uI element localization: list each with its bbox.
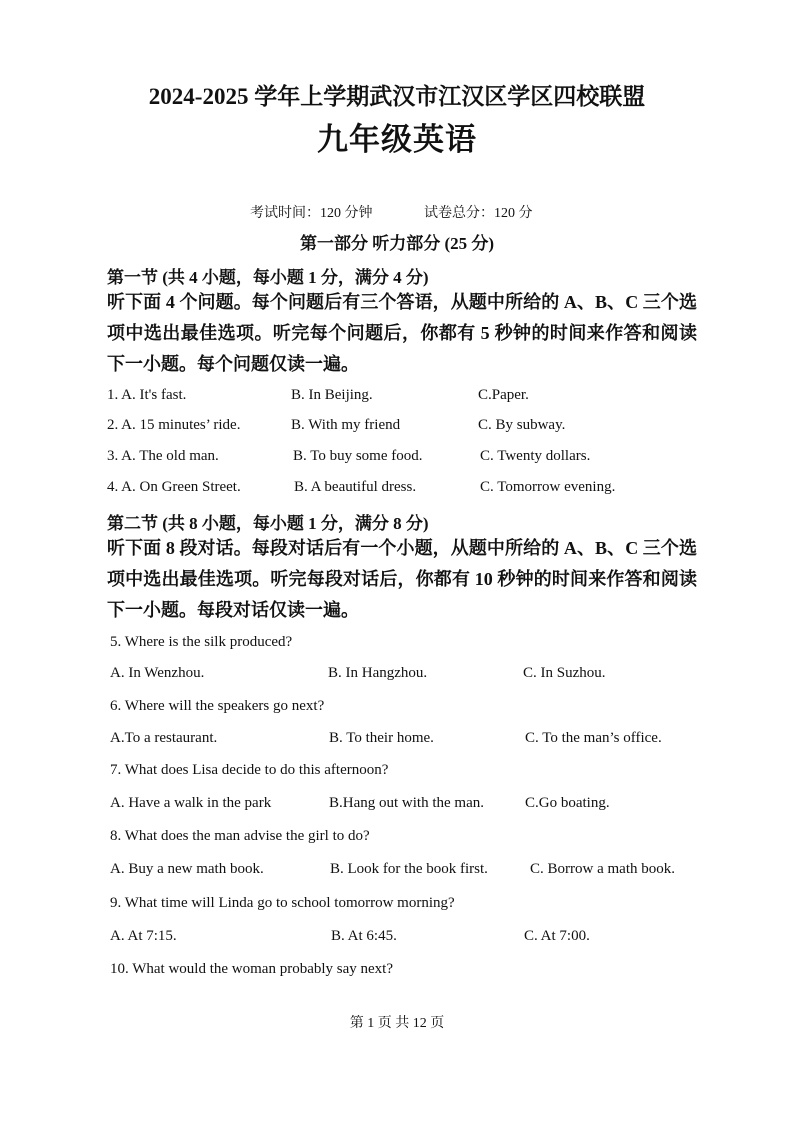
page-number: 第 1 页 共 12 页: [349, 1016, 445, 1031]
option-a: A. In Wenzhou.: [110, 665, 205, 681]
section2-heading: 第二节 (共 8 小题，每小题 1 分，满分 8 分): [107, 514, 429, 533]
option-c: C. At 7:00.: [524, 928, 590, 944]
exam-title: 2024-2025 学年上学期武汉市江汉区学区四校联盟: [148, 84, 646, 109]
question-7: 7. What does Lisa decide to do this afternoon?: [110, 762, 389, 778]
option-c: C. To the man’s office.: [525, 730, 662, 746]
option-b: B. Look for the book first.: [330, 861, 488, 877]
option-a: A. At 7:15.: [110, 928, 177, 944]
option-c: C. Borrow a math book.: [530, 861, 675, 877]
options-6: [110, 730, 710, 752]
question-9: 9. What time will Linda go to school tomorrow morning?: [110, 895, 455, 911]
subject-title: 九年级英语: [317, 122, 477, 157]
option-c: C. By subway.: [478, 417, 566, 433]
options-5: [110, 665, 710, 687]
option-b: B. In Hangzhou.: [328, 665, 428, 681]
option-b: B. To buy some food.: [293, 448, 423, 464]
option-a: 3. A. The old man.: [107, 448, 219, 464]
section1-instructions: 听下面 4 个问题。每个问题后有三个答语，从题中所给的 A、B、C 三个选项中选出最佳选项。听完每个问题后，你都有 5 秒钟的时间来作答和阅读下一小题。每个问题仅读一遍。: [107, 292, 697, 374]
options-7: [110, 795, 710, 817]
section2-instructions: 听下面 8 段对话。每段对话后有一个小题，从题中所给的 A、B、C 三个选项中选出最佳选项。听完每段对话后，你都有 10 秒钟的时间来作答和阅读下一小题。每段对话仅读一遍。: [107, 538, 697, 620]
question-row-1: [107, 387, 707, 409]
option-c: C. Tomorrow evening.: [480, 479, 616, 495]
question-row-2: [107, 417, 707, 439]
option-b: B. A beautiful dress.: [294, 479, 417, 495]
option-a: A. Have a walk in the park: [110, 795, 272, 811]
option-b: B. With my friend: [291, 417, 401, 433]
options-9: [110, 928, 710, 950]
question-row-3: [107, 448, 707, 470]
option-c: C. In Suzhou.: [523, 665, 606, 681]
option-b: B. In Beijing.: [291, 387, 373, 403]
option-a: A.To a restaurant.: [110, 730, 218, 746]
question-6: 6. Where will the speakers go next?: [110, 698, 325, 714]
option-a: 1. A. It's fast.: [107, 387, 187, 403]
exam-time: 考试时间：120 分钟: [250, 206, 373, 221]
option-c: C.Paper.: [478, 387, 529, 403]
option-a: 2. A. 15 minutes’ ride.: [107, 417, 241, 433]
options-8: [110, 861, 710, 883]
option-b: B. At 6:45.: [331, 928, 397, 944]
question-5: 5. Where is the silk produced?: [110, 634, 293, 650]
option-c: C.Go boating.: [525, 795, 610, 811]
section1-heading: 第一节 (共 4 小题，每小题 1 分，满分 4 分): [107, 268, 429, 287]
question-row-4: [107, 479, 707, 501]
option-b: B.Hang out with the man.: [329, 795, 484, 811]
total-score: 试卷总分：120 分: [424, 206, 533, 221]
question-8: 8. What does the man advise the girl to do?: [110, 828, 370, 844]
question-10: 10. What would the woman probably say next?: [110, 961, 393, 977]
option-b: B. To their home.: [329, 730, 434, 746]
option-a: A. Buy a new math book.: [110, 861, 264, 877]
part-title: 第一部分 听力部分 (25 分): [299, 234, 495, 253]
option-a: 4. A. On Green Street.: [107, 479, 241, 495]
option-c: C. Twenty dollars.: [480, 448, 591, 464]
